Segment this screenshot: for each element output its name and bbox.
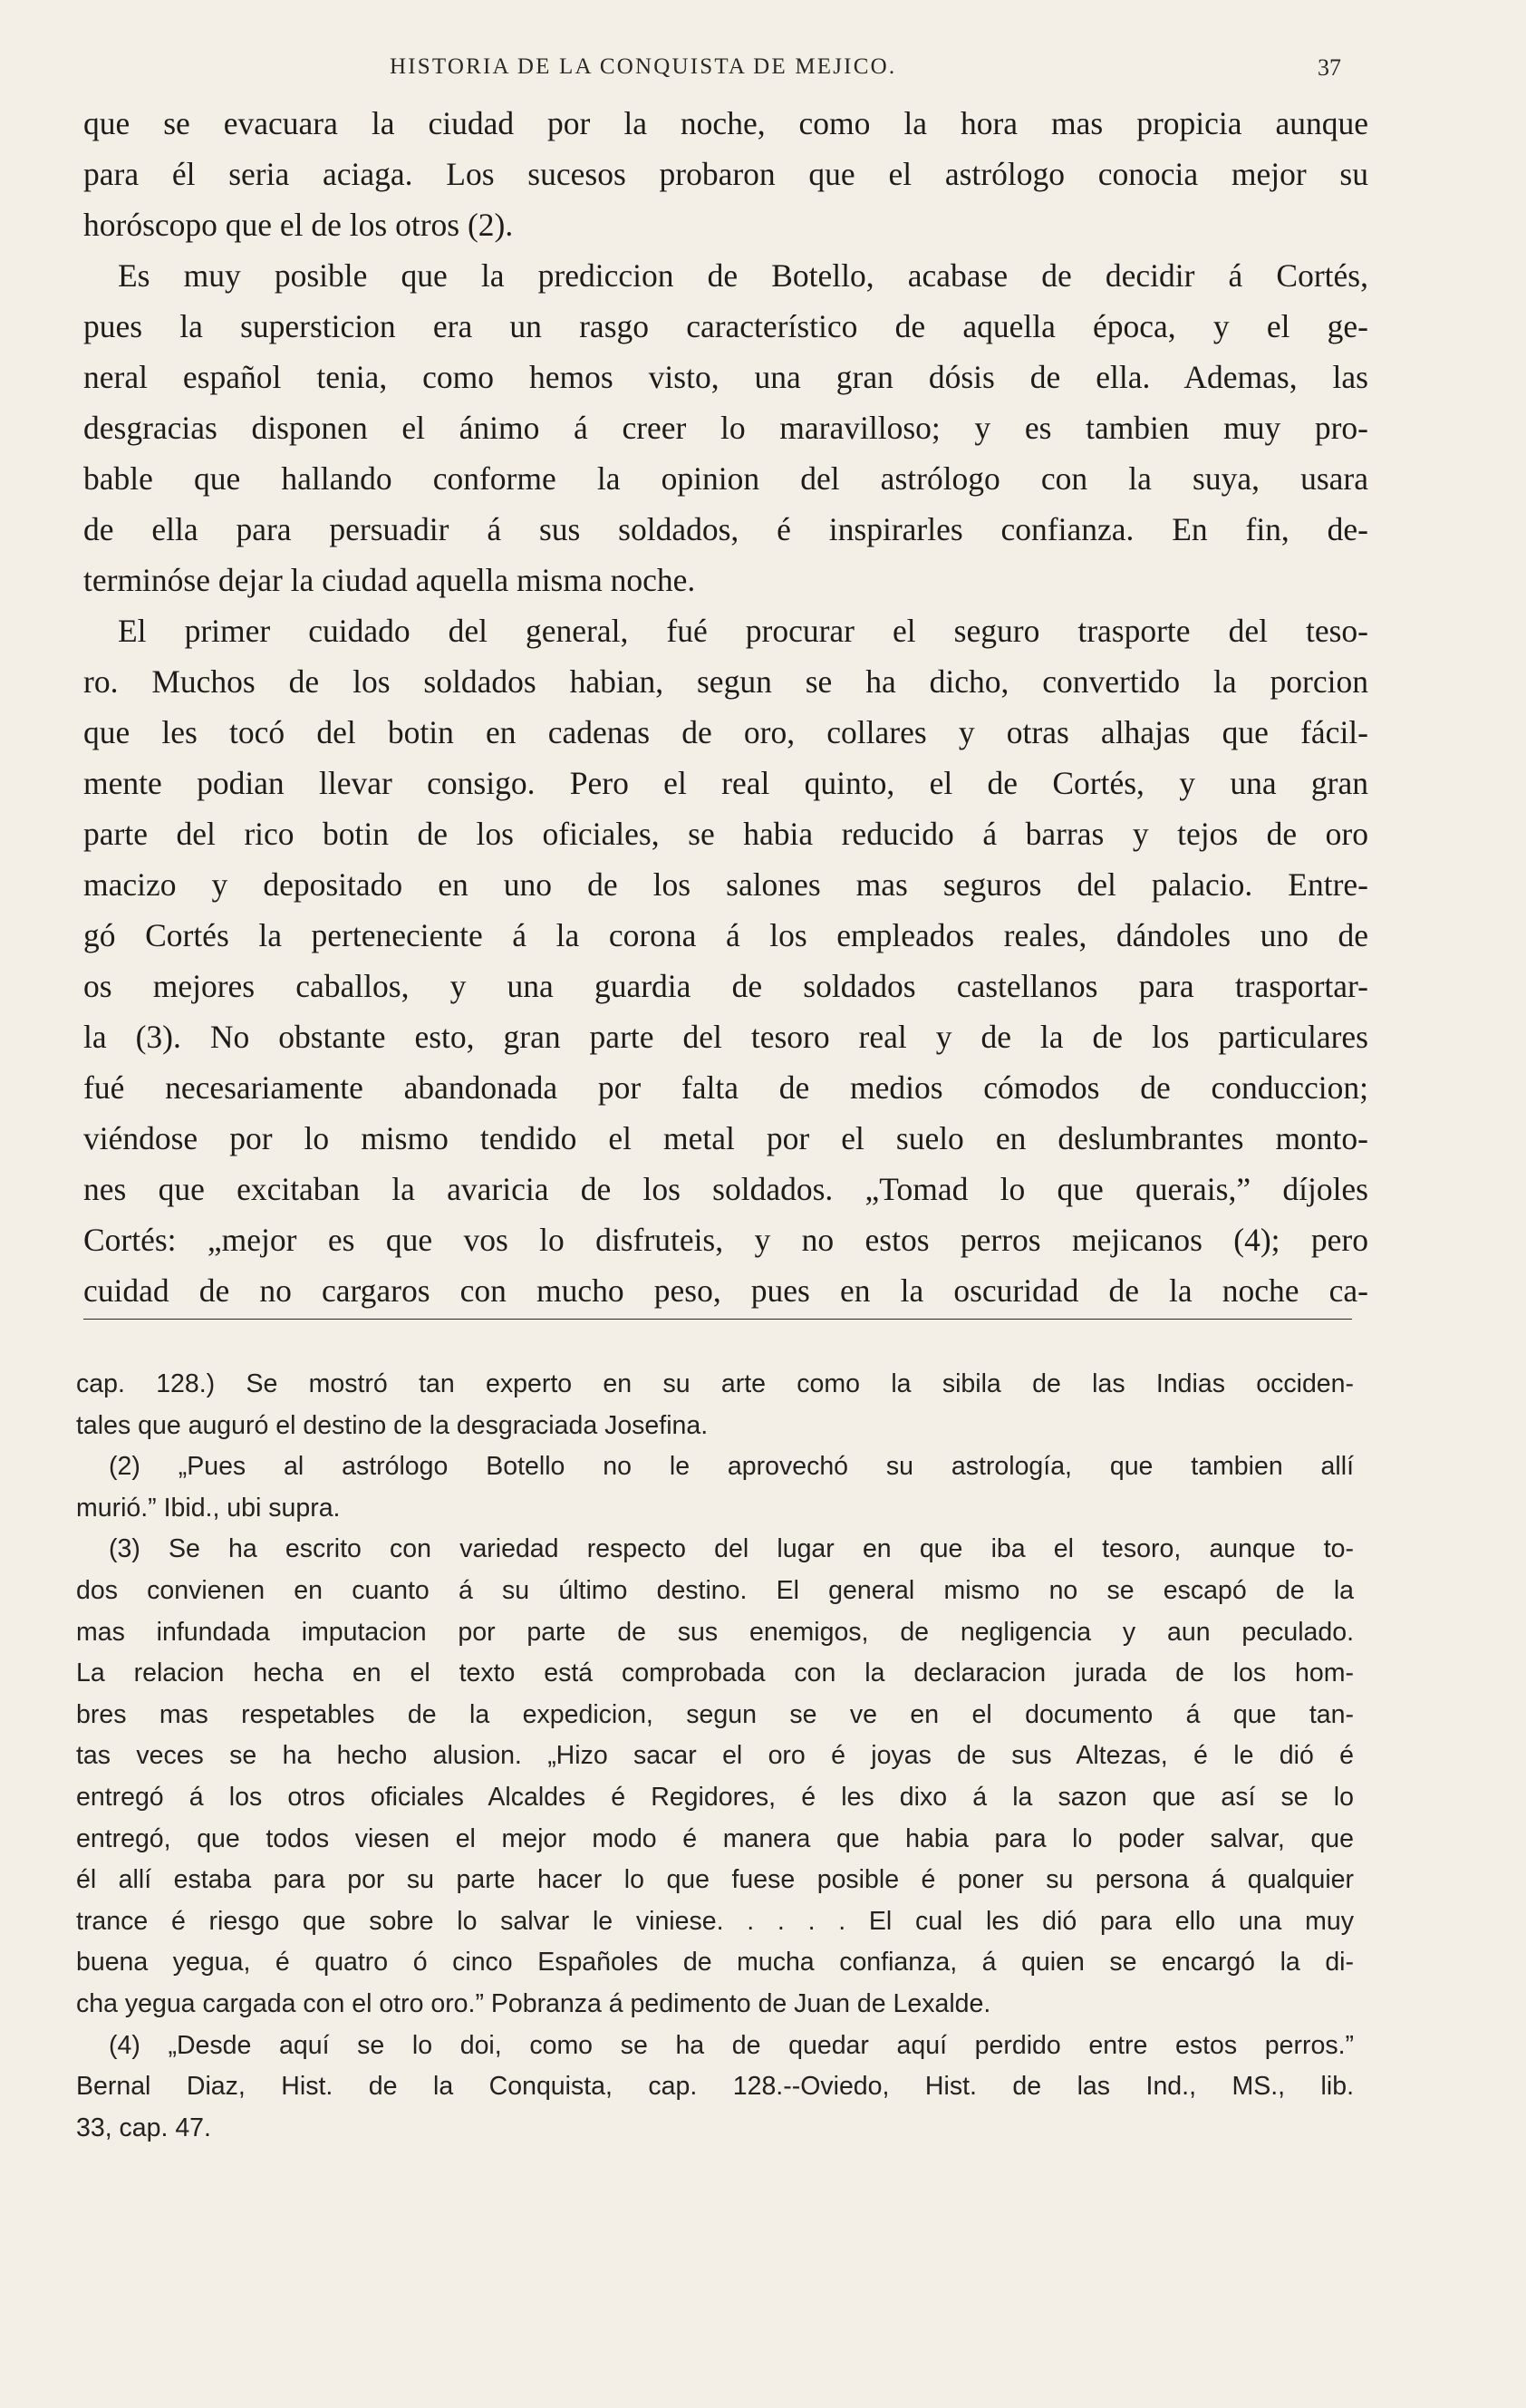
running-head (390, 54, 1341, 91)
footnote-line: tas veces se ha hecho alusion. „Hizo sacar el oro é joyas de sus Altezas, é le dió é (76, 1741, 1354, 1771)
body-line: neral español tenia, como hemos visto, una gran dósis de ella. Ademas, las (83, 359, 1368, 395)
footnote-line: (4) „Desde aquí se lo doi, como se ha de quedar aquí perdido entre estos perros.” (109, 2030, 1354, 2060)
footnote-line: murió.” Ibid., ubi supra. (76, 1493, 341, 1523)
footnote-line: cap. 128.) Se mostró tan experto en su arte como la sibila de las Indias occiden- (76, 1369, 1354, 1398)
body-line: gó Cortés la perteneciente á la corona á los empleados reales, dándoles uno de (83, 917, 1368, 953)
footnote-line: tales que auguró el destino de la desgraciada Josefina. (76, 1410, 709, 1440)
footnote-divider (83, 1319, 1352, 1320)
body-line: Es muy posible que la prediccion de Botello, acabase de decidir á Cortés, (118, 257, 1368, 294)
body-line: que se evacuara la ciudad por la noche, como la hora mas propicia aunque (83, 105, 1368, 141)
footnote-line: (3) Se ha escrito con variedad respecto del lugar en que iba el tesoro, aunque to- (109, 1534, 1354, 1564)
body-line: que les tocó del botin en cadenas de oro, collares y otras alhajas que fácil- (83, 714, 1368, 750)
body-line: Cortés: „mejor es que vos lo disfruteis, y no estos perros mejicanos (4); pero (83, 1222, 1368, 1258)
footnote-line: él allí estaba para por su parte hacer lo que fuese posible é poner su persona á qualquier (76, 1865, 1354, 1895)
footnote-line: entregó, que todos viesen el mejor modo é manera que habia para lo poder salvar, que (76, 1823, 1354, 1853)
body-line: de ella para persuadir á sus soldados, é inspirarles confianza. En fin, de- (83, 511, 1368, 547)
body-line: desgracias disponen el ánimo á creer lo maravilloso; y es tambien muy pro- (83, 410, 1368, 446)
footnote-line: cha yegua cargada con el otro oro.” Pobranza á pedimento de Juan de Lexalde. (76, 1988, 991, 2018)
footnote-line: buena yegua, é quatro ó cinco Españoles de mucha confianza, á quien se encargó la di- (76, 1948, 1354, 1978)
footnote-line: Bernal Diaz, Hist. de la Conquista, cap. 128.--Oviedo, Hist. de las Ind., MS., lib. (76, 2072, 1354, 2102)
footnote-line: (2) „Pues al astrólogo Botello no le aprovechó su astrología, que tambien allí (109, 1452, 1354, 1482)
body-line: ro. Muchos de los soldados habian, segun se ha dicho, convertido la porcion (83, 663, 1368, 700)
body-line: os mejores caballos, y una guardia de soldados castellanos para trasportar- (83, 968, 1368, 1004)
footnote-line: 33, cap. 47. (76, 2113, 211, 2142)
body-line: parte del rico botin de los oficiales, se habia reducido á barras y tejos de oro (83, 816, 1368, 852)
body-line: mente podian llevar consigo. Pero el real quinto, el de Cortés, y una gran (83, 765, 1368, 801)
body-line: El primer cuidado del general, fué procurar el seguro trasporte del teso- (118, 613, 1368, 649)
body-line: nes que excitaban la avaricia de los soldados. „Tomad lo que querais,” díjoles (83, 1171, 1368, 1207)
footnote-line: bres mas respetables de la expedicion, segun se ve en el documento á que tan- (76, 1699, 1354, 1729)
body-line: cuidad de no cargaros con mucho peso, pues en la oscuridad de la noche ca- (83, 1272, 1368, 1309)
running-title: HISTORIA DE LA CONQUISTA DE MEJICO. (390, 54, 897, 79)
body-line: la (3). No obstante esto, gran parte del tesoro real y de la de los particulares (83, 1019, 1368, 1055)
page-number: 37 (1318, 54, 1341, 81)
body-line: horóscopo que el de los otros (2). (83, 207, 514, 243)
footnote-line: entregó á los otros oficiales Alcaldes é Regidores, é les dixo á la sazon que así se lo (76, 1782, 1354, 1812)
body-line: fué necesariamente abandonada por falta de medios cómodos de conduccion; (83, 1069, 1368, 1106)
body-line: bable que hallando conforme la opinion del astrólogo con la suya, usara (83, 460, 1368, 497)
footnote-line: trance é riesgo que sobre lo salvar le viniese. . . . . El cual les dió para ello una muy (76, 1906, 1354, 1936)
footnotes (76, 1364, 1354, 2149)
body-line: pues la supersticion era un rasgo característico de aquella época, y el ge- (83, 308, 1368, 344)
body-line: macizo y depositado en uno de los salones mas seguros del palacio. Entre- (83, 866, 1368, 903)
body-line: para él seria aciaga. Los sucesos probaron que el astrólogo conocia mejor su (83, 156, 1368, 192)
body-text (83, 98, 1368, 1316)
footnote-line: mas infundada imputacion por parte de sus enemigos, de negligencia y aun peculado. (76, 1617, 1354, 1647)
body-line: viéndose por lo mismo tendido el metal por el suelo en deslumbrantes monto- (83, 1120, 1368, 1156)
footnote-line: La relacion hecha en el texto está comprobada con la declaracion jurada de los hom- (76, 1659, 1354, 1688)
footnote-line: dos convienen en cuanto á su último destino. El general mismo no se escapó de la (76, 1575, 1354, 1605)
body-line: terminóse dejar la ciudad aquella misma noche. (83, 562, 696, 598)
